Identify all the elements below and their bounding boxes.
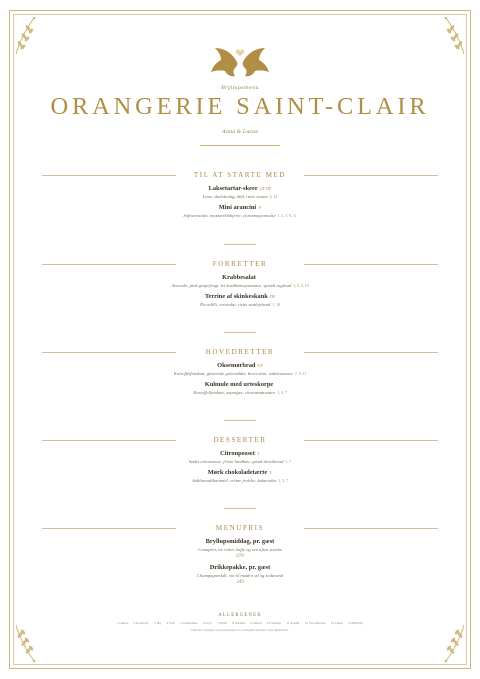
- item-description: Avocado, pink grapefrugt, let krabbemayonnaise, sprødt rugbrød: [171, 283, 292, 288]
- price-item: [0, 538, 480, 559]
- item-allergen-codes: 1, 10: [272, 303, 280, 307]
- section-heading: [0, 347, 480, 357]
- allergen-entry: 12 Svovldioxid: [304, 621, 326, 625]
- allergens-note: Informér venligst vores personale om eventuelle allergier eller diætbehov.: [191, 628, 289, 632]
- menu-item: [0, 204, 480, 218]
- item-allergen-codes: 1, 3, 7: [278, 479, 288, 483]
- item-name: Mini arancini: [218, 204, 257, 211]
- heading-rule-right: [304, 175, 438, 176]
- menu-item: [0, 450, 480, 464]
- item-description: Sødet citronsovse, friske hindbær, sprød shortbread: [188, 459, 284, 464]
- item-name: Bryllupsmiddag, pr. gæst: [205, 538, 275, 545]
- item-allergen-codes: 1, 7: [285, 460, 292, 464]
- item-description: Canapéer, tre retter, kaffe og sen aften snacks: [198, 547, 282, 552]
- heading-rule-right: [304, 528, 438, 529]
- section-label: TIL AT STARTE MED: [193, 171, 287, 179]
- item-name: Mørk chokoladetærte: [207, 469, 268, 476]
- couple-names: Anna & Lucas: [222, 129, 258, 135]
- heading-rule-right: [304, 352, 438, 353]
- item-description: Salthavsaltkaramel, crème fraîche, kakaonibs: [192, 478, 277, 483]
- allergen-entry: 10 Sennep: [266, 621, 282, 625]
- item-allergen-codes: 1, 3, 5, 9, 11: [277, 214, 297, 218]
- heading-rule-right: [304, 264, 438, 265]
- item-name: Laksetartar-skeer: [208, 185, 258, 192]
- allergen-entry: 8 Nødder: [232, 621, 246, 625]
- section-heading: [0, 435, 480, 445]
- item-allergen-codes: 4, 13: [269, 195, 278, 199]
- item-diet-code: V: [256, 451, 260, 456]
- section-appetizers: [0, 259, 480, 307]
- section-label: DESSERTER: [213, 436, 267, 444]
- item-diet-code: GF: [257, 363, 263, 368]
- menu-item: [0, 469, 480, 483]
- item-name: Citronposset: [220, 450, 255, 457]
- title-divider: [200, 145, 280, 146]
- item-description: Safranrisotto, mozzarellahjerte, citronmayonnaise: [183, 213, 276, 218]
- item-description: Kartoffelfondant, glaserede gulerødder, broccolini, rødvinssauce: [173, 371, 293, 376]
- item-price: 349: [236, 580, 244, 585]
- item-allergen-codes: 1, 4, 7: [277, 391, 287, 395]
- section-separator: [224, 508, 256, 509]
- section-heading: [0, 259, 480, 269]
- item-name: Terrine af skinkeskank: [204, 293, 268, 300]
- allergens-list: [60, 621, 420, 625]
- section-mains: [0, 347, 480, 395]
- section-pricing: [0, 523, 480, 585]
- allergen-entry: 14 Bløddyr: [348, 621, 364, 625]
- allergen-entry: 13 Lupin: [330, 621, 343, 625]
- item-price: 670: [236, 554, 244, 559]
- item-description: Lime, skalotteløg, dild, rørte sesam: [202, 194, 268, 199]
- item-description: Champagneskål, vin til maden, øl og sodavand: [196, 573, 284, 578]
- menu-subtitle: Bryllupsmenu: [221, 85, 259, 91]
- menu-item: [0, 185, 480, 199]
- allergen-entry: 4 Fisk: [166, 621, 175, 625]
- page-title: ORANGERIE SAINT-CLAIR: [50, 93, 430, 120]
- item-diet-code: DF: [269, 294, 276, 299]
- allergen-entry: 1 Gluten: [116, 621, 129, 625]
- laurel-branch-icon: [12, 14, 42, 56]
- section-starters: [0, 170, 480, 218]
- doves-heart-icon: [207, 40, 273, 80]
- menu-item: [0, 362, 480, 376]
- item-name: Kulmule med urteskorpe: [204, 381, 274, 388]
- section-separator: [224, 244, 256, 245]
- price-item: [0, 564, 480, 585]
- item-description: Piccalilli, urtesalat, ristet surdejsbrød: [200, 302, 271, 307]
- item-description: Kartoffelfondant, asparges, citronsmørsauce: [193, 390, 276, 395]
- section-label: FORRETTER: [212, 260, 268, 268]
- allergen-entry: 11 Sesam: [286, 621, 300, 625]
- section-separator: [224, 332, 256, 333]
- section-heading: [0, 170, 480, 180]
- allergen-entry: 7 Mælk: [216, 621, 228, 625]
- allergen-entry: 5 Jordnødder: [179, 621, 198, 625]
- section-desserts: [0, 435, 480, 483]
- section-label: HOVEDRETTER: [205, 348, 275, 356]
- menu-item: [0, 293, 480, 307]
- allergen-entry: 3 Æg: [153, 621, 162, 625]
- item-name: Drikkepakke, pr. gæst: [209, 564, 271, 571]
- allergen-entry: 9 Selleri: [250, 621, 262, 625]
- item-allergen-codes: 1, 2, 3, 10: [293, 284, 309, 288]
- heading-rule-right: [304, 440, 438, 441]
- item-name: Oksemørbrad: [217, 362, 256, 369]
- allergens-heading: ALLERGENER: [218, 613, 262, 618]
- section-label: MENUPRIS: [215, 524, 265, 532]
- item-diet-code: GF DF: [259, 186, 272, 191]
- allergen-entry: 6 Soja: [202, 621, 212, 625]
- menu-item: [0, 381, 480, 395]
- item-name: Krabbesalat: [222, 274, 256, 281]
- laurel-branch-icon: [438, 14, 468, 56]
- menu-item: [0, 274, 480, 288]
- section-separator: [224, 420, 256, 421]
- section-heading: [0, 523, 480, 533]
- item-allergen-codes: 7, 9, 11: [294, 372, 307, 376]
- item-diet-code: V: [269, 470, 273, 475]
- item-diet-code: V: [258, 205, 262, 210]
- allergen-entry: 2 Krebsdyr: [133, 621, 149, 625]
